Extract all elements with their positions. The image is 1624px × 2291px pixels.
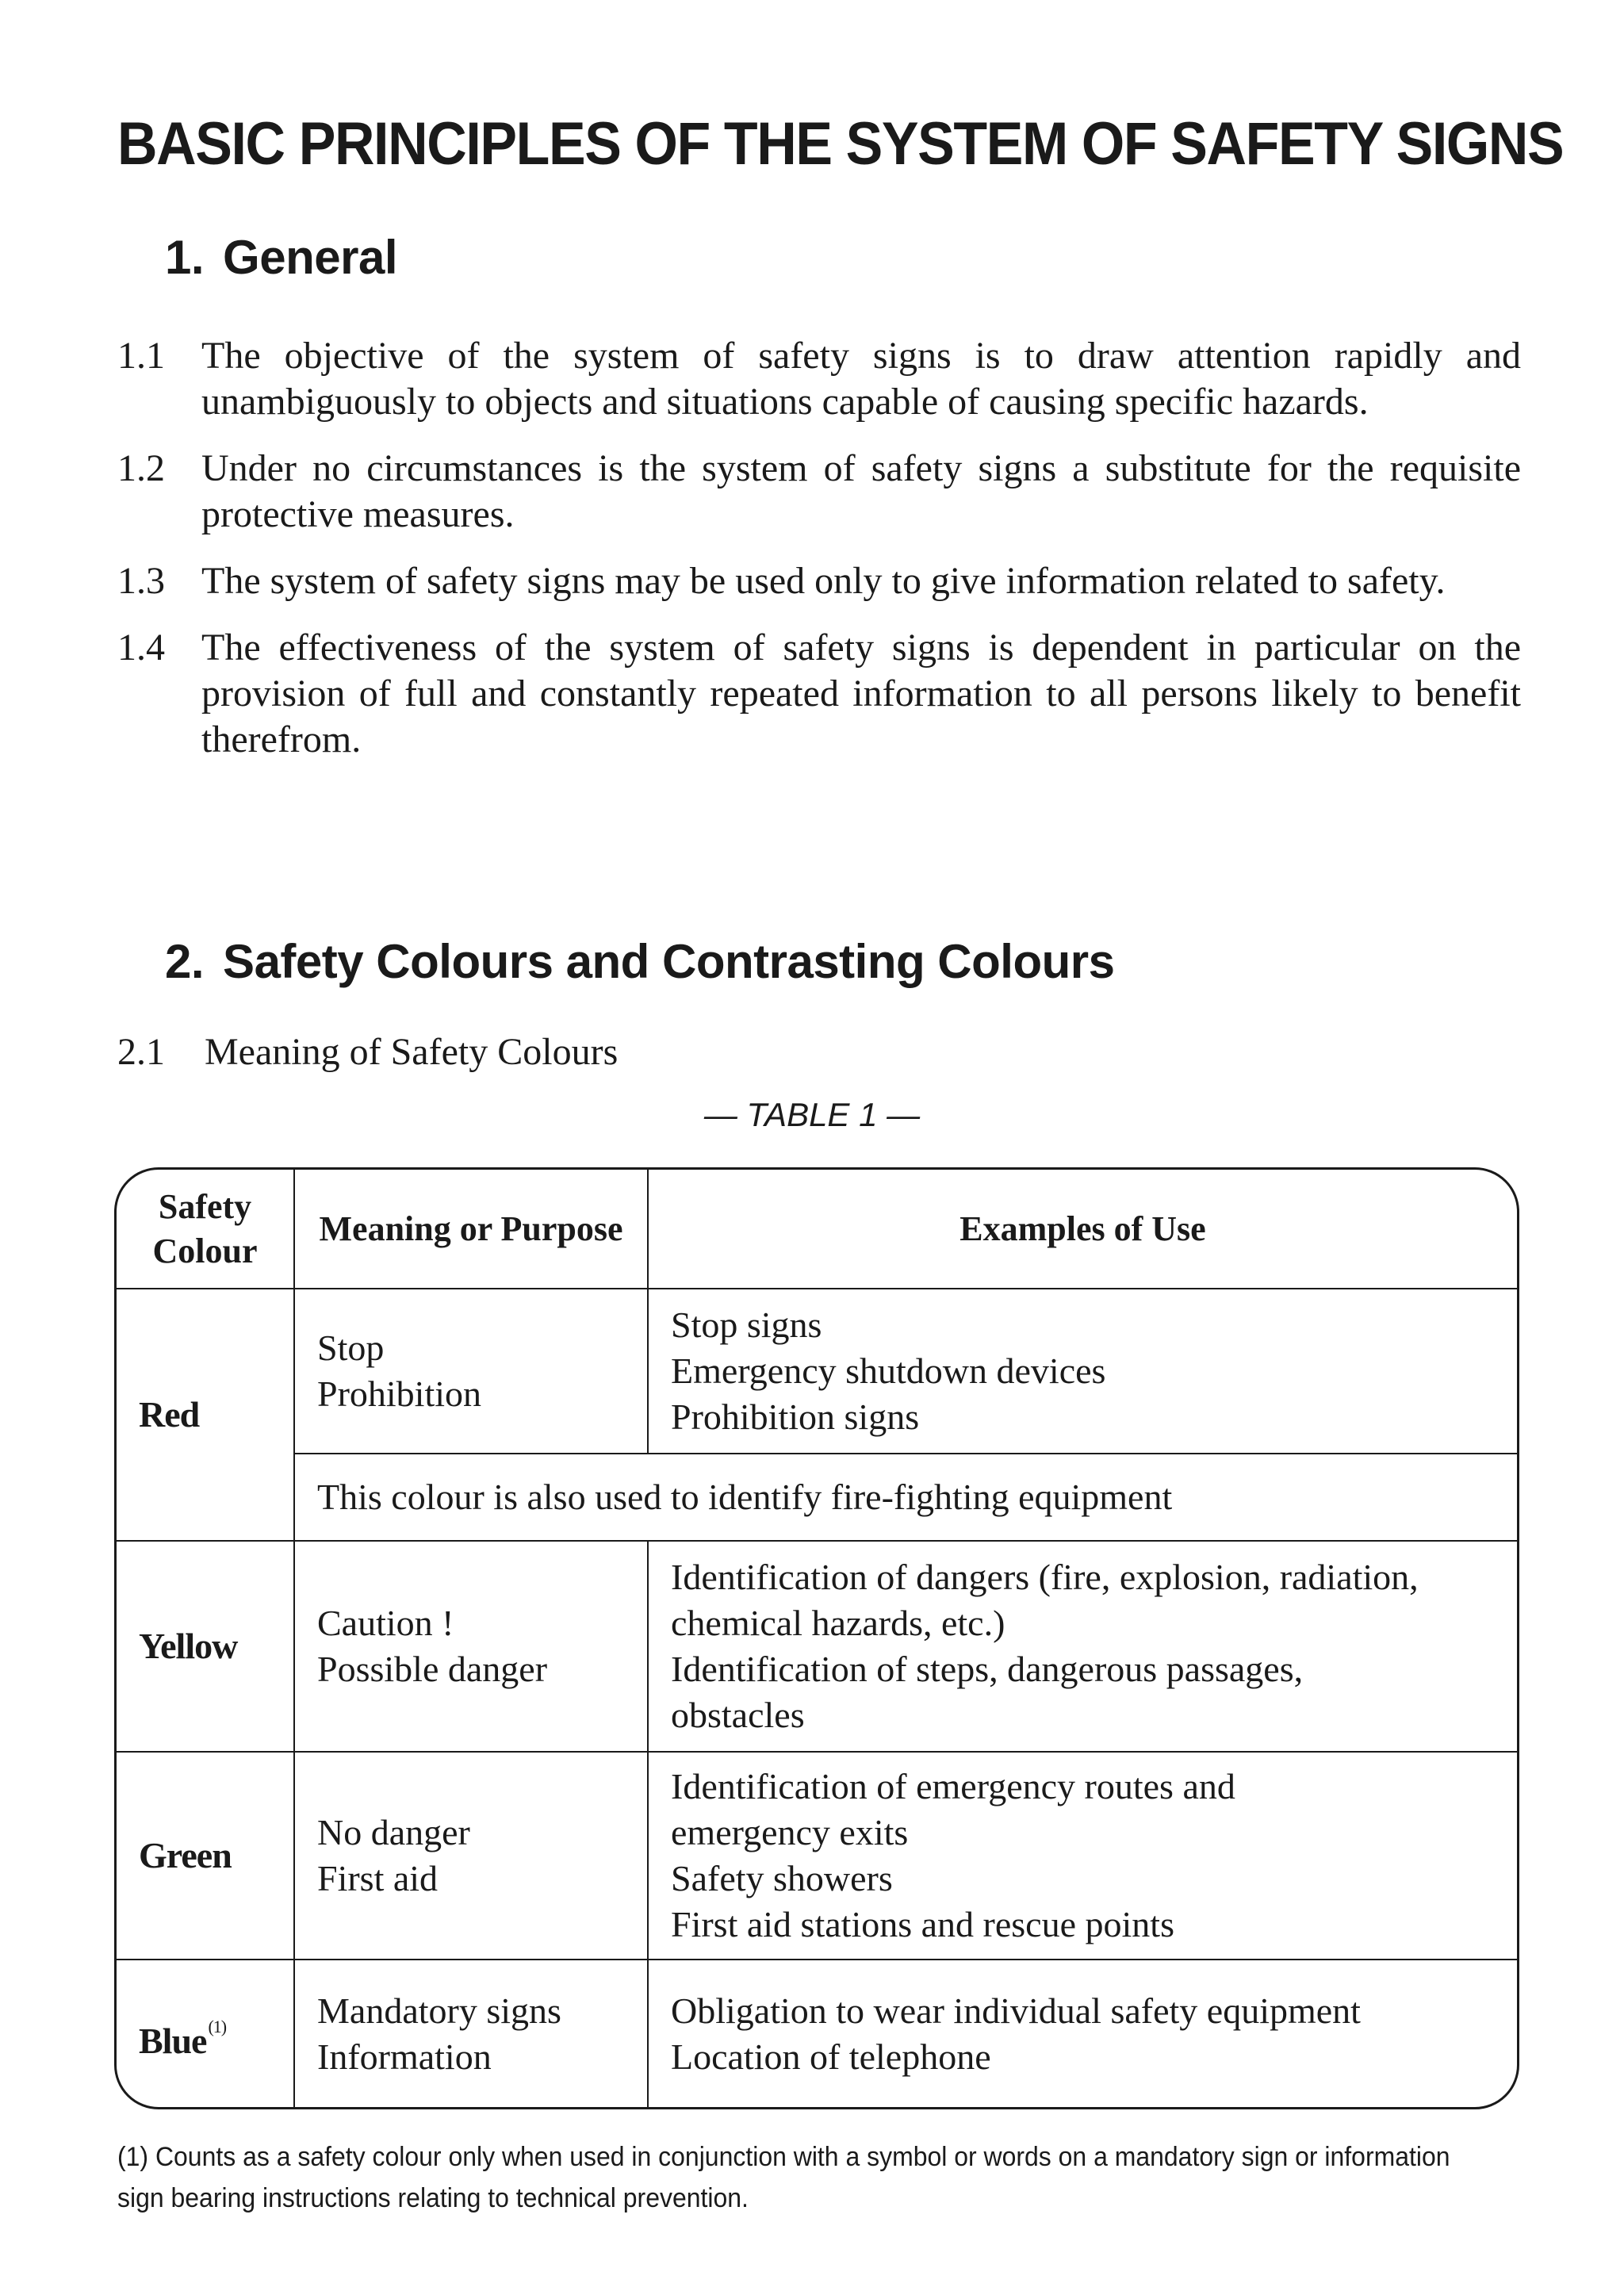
- table-row-blue: [117, 1960, 1517, 2107]
- clause-number: 1.1: [117, 335, 165, 377]
- table-row-red: [117, 1289, 1517, 1454]
- examples-cell: Identification of emergency routes and emergency exits Safety showers First aid stations and rescue points: [648, 1752, 1517, 1960]
- header-safety-colour: Safety Colour: [117, 1170, 294, 1289]
- subsection-number: 2.1: [117, 1031, 165, 1073]
- footnote-marker: (1): [208, 2016, 227, 2036]
- meaning-cell: Caution ! Possible danger: [294, 1541, 648, 1752]
- table-row-green: [117, 1752, 1517, 1960]
- section-2-number: 2.: [165, 935, 205, 988]
- header-meaning: Meaning or Purpose: [294, 1170, 648, 1289]
- section-1-clauses: [117, 333, 1521, 783]
- colour-name-green: Green: [117, 1752, 294, 1960]
- section-1-number: 1.: [165, 231, 205, 284]
- table-caption: — TABLE 1 —: [703, 1096, 921, 1133]
- clause-1-4: [117, 625, 1521, 763]
- clause-number: 1.4: [117, 626, 165, 669]
- clause-number: 1.2: [117, 447, 165, 489]
- clause-text: The system of safety signs may be used only to give information related to safety.: [201, 560, 1446, 602]
- table-row-yellow: [117, 1541, 1517, 1752]
- footnote: (1) Counts as a safety colour only when used in conjunction with a symbol or words on a mandatory sign or information sign bearing instructions relating to technical prevention.: [117, 2142, 1450, 2213]
- examples-cell: Identification of dangers (fire, explosion, radiation, chemical hazards, etc.) Identification of steps, dangerous passages, obstacles: [648, 1541, 1517, 1752]
- meaning-cell: No danger First aid: [294, 1752, 648, 1960]
- table-row-red-note: [117, 1454, 1517, 1541]
- header-examples: Examples of Use: [648, 1170, 1517, 1289]
- clause-1-1: [117, 333, 1521, 425]
- subsection-title: Meaning of Safety Colours: [205, 1031, 619, 1073]
- clause-text: Under no circumstances is the system of safety signs a substitute for the requisite protective measures.: [201, 447, 1521, 535]
- table-header-row: [117, 1170, 1517, 1289]
- section-1-heading: [165, 232, 397, 284]
- section-2-title: Safety Colours and Contrasting Colours: [223, 935, 1115, 988]
- clause-1-3: [117, 558, 1521, 604]
- examples-cell: Obligation to wear individual safety equipment Location of telephone: [648, 1960, 1517, 2107]
- clause-1-2: [117, 446, 1521, 538]
- colour-name-red: Red: [117, 1289, 294, 1541]
- colour-name-blue: Blue$^{(1)}$: [117, 1960, 294, 2107]
- page-title: BASIC PRINCIPLES OF THE SYSTEM OF SAFETY SIGNS: [117, 110, 1564, 178]
- clause-text: The objective of the system of safety signs is to draw attention rapidly and unambiguously to objects and situations capable of causing specific hazards.: [201, 335, 1521, 423]
- examples-cell: Stop signs Emergency shutdown devices Prohibition signs: [648, 1289, 1517, 1454]
- colour-name-yellow: Yellow: [117, 1541, 294, 1752]
- section-1-title: General: [223, 231, 397, 284]
- clause-text: The effectiveness of the system of safety signs is dependent in particular on the provision of full and constantly repeated information to all persons likely to benefit therefrom.: [201, 626, 1521, 760]
- red-note-cell: This colour is also used to identify fire-fighting equipment: [294, 1454, 1517, 1541]
- clause-number: 1.3: [117, 560, 165, 602]
- meaning-cell: Stop Prohibition: [294, 1289, 648, 1454]
- safety-colours-table: [114, 1167, 1519, 2109]
- subsection-2-1: [117, 1029, 618, 1075]
- section-2-heading: [165, 936, 1114, 988]
- meaning-cell: Mandatory signs Information: [294, 1960, 648, 2107]
